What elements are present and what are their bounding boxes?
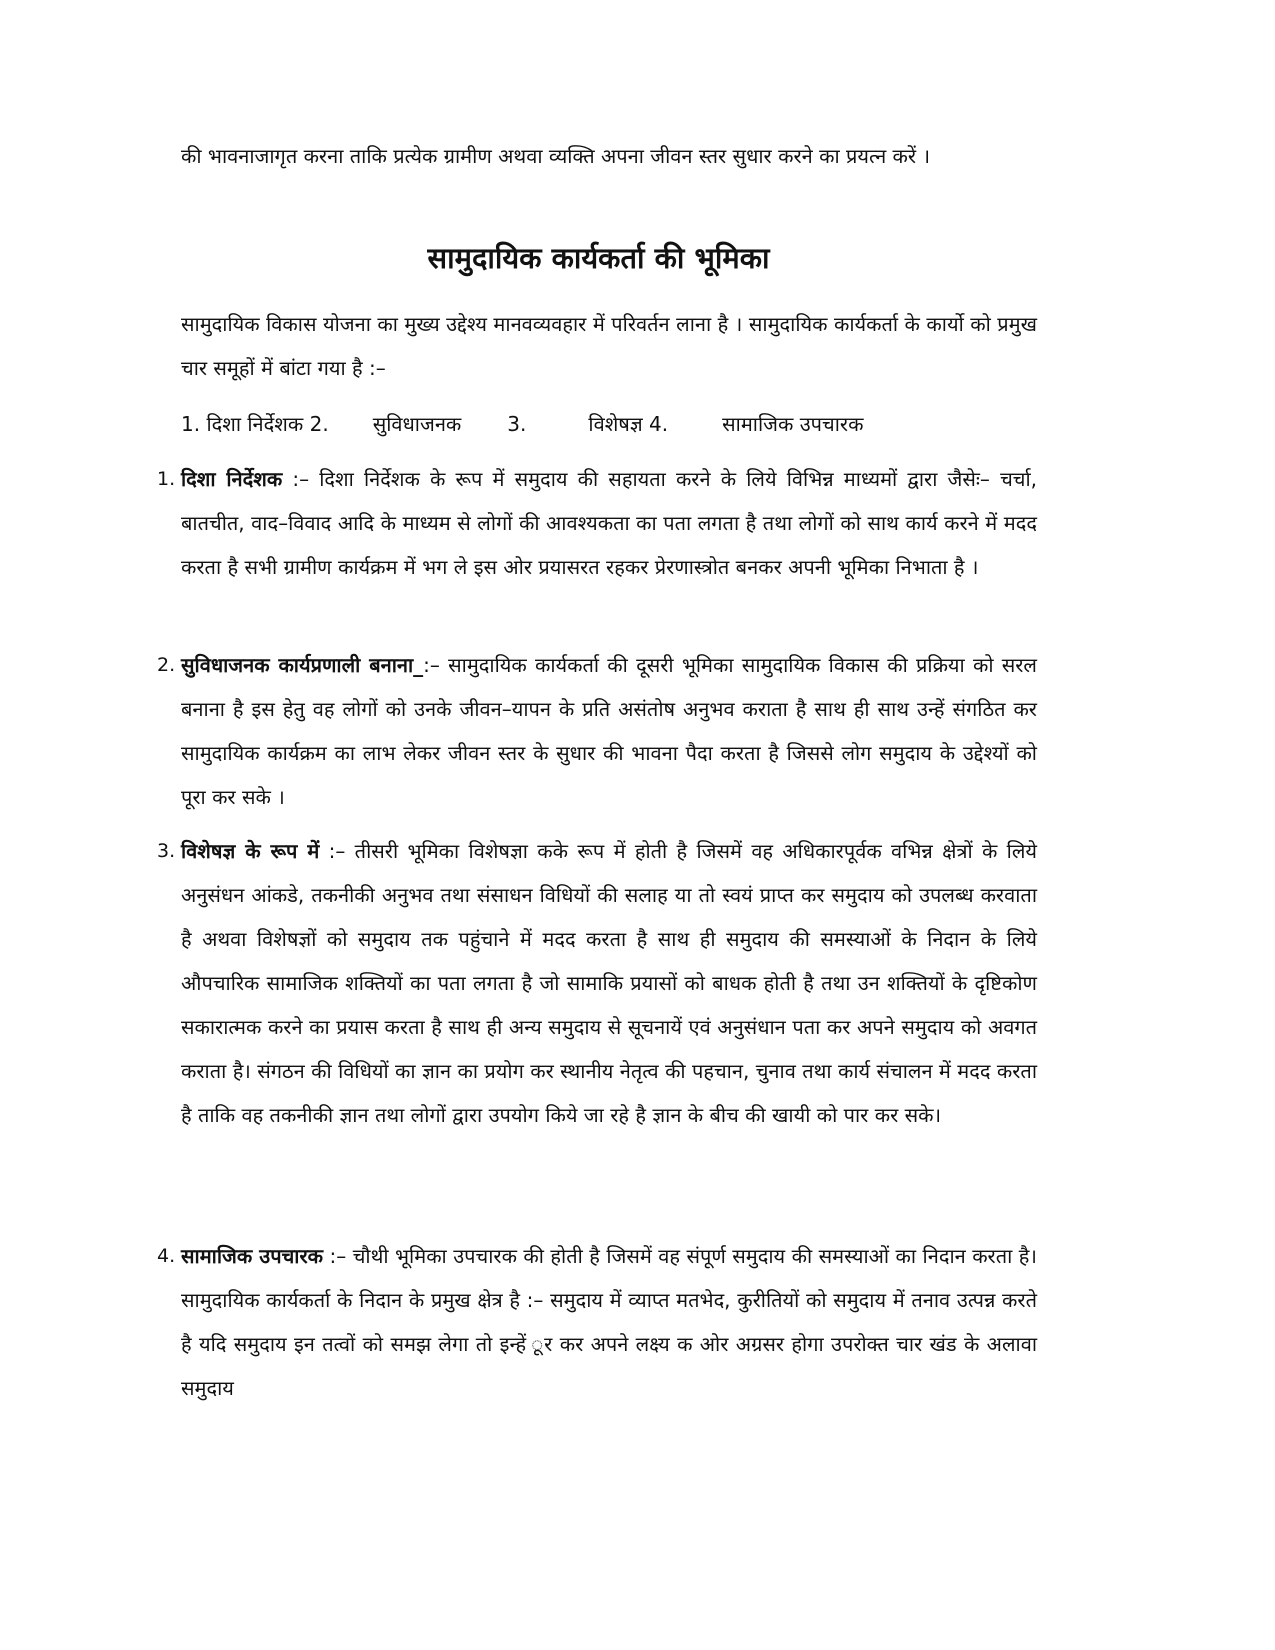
item-text: :– चौथी भूमिका उपचारक की होती है जिसमें वह संपूर्ण समुदाय की समस्याओं का निदान करता है। सामुदायिक कार्यकर्ता के निदान के प्रमुख क्षेत्र है :– समुदाय में व्याप्त मतभेद, कुरीतियों को समुदाय में तनाव उत्पन्न करते है यदि समुदाय इन तत्वों को समझ लेगा तो इन्हें ूर कर अपने लक्ष्य क ओर अग्रसर होगा उपरोक्त चार खंड के अलावा समुदाय: [181, 1244, 1037, 1400]
enum-part-3: 3.: [507, 412, 527, 436]
item-text: :– दिशा निर्देशक के रूप में समुदाय की सहायता करने के लिये विभिन्न माध्यमों द्वारा जैसेः– चर्चा, बातचीत, वाद–विवाद आदि के माध्यम से लोगों की आवश्यकता का पता लगता है तथा लोगों को साथ कार्य करने में मदद करता है सभी ग्रामीण कार्यक्रम में भग ले इस ओर प्रयासरत रहकर प्रेरणास्त्रोत बनकर अपनी भूमिका निभाता है ।: [181, 467, 1038, 579]
item-text: :– सामुदायिक कार्यकर्ता की दूसरी भूमिका सामुदायिक विकास की प्रक्रिया को सरल बनाना है इस हेतु वह लोगों को उनके जीवन–यापन के प्रति असंतोष अनुभव कराता है साथ ही साथ उन्हें संगठित कर सामुदायिक कार्यक्रम का लाभ लेकर जीवन स्तर के सुधार की भावना पैदा करता है जिससे लोग समुदाय के उद्देश्यों को पूरा कर सके ।: [181, 653, 1037, 809]
item-text: :– तीसरी भूमिका विशेषज्ञा कके रूप में होती है जिसमें वह अधिकारपूर्वक वभिन्न क्षेत्रों के लिये अनुसंधन आंकडे, तकनीकी अनुभव तथा संसाधन विधियों की सलाह या तो स्वयं प्राप्त कर समुदाय को उपलब्ध करवाता है अथवा विशेषज्ञों को समुदाय तक पहुंचाने में मदद करता है साथ ही समुदाय की समस्याओं के निदान के लिये औपचारिक सामाजिक शक्तियों का पता लगता है जो सामाकि प्रयासों को बाधक होती है तथा उन शक्तियों के दृष्टिकोण सकारात्मक करने का प्रयास करता है साथ ही अन्य समुदाय से सूचनायें एवं अनुसंधान पता कर अपने समुदाय को अवगत कराता है। संगठन की विधियों का ज्ञान का प्रयोग कर स्थानीय नेतृत्व की पहचान, चुनाव तथा कार्य संचालन में मदद करता है ताकि वह तकनीकी ज्ञान तथा लोगों द्वारा उपयोग किये जा रहे है ज्ञान के बीच की खायी को पार कर सके।: [181, 839, 1038, 1127]
section-heading: सामुदायिक कार्यकर्ता की भूमिका: [427, 241, 770, 275]
enum-part-4: विशेषज्ञ 4.: [588, 412, 669, 436]
item-term: सामाजिक उपचारक: [181, 1244, 324, 1268]
item-number: 2.: [157, 654, 176, 676]
item-term: सुविधाजनक कार्यप्रणाली बनाना_: [181, 653, 424, 677]
list-item: [157, 829, 1038, 1137]
item-number: 4.: [157, 1245, 176, 1267]
list-item: [157, 1234, 1037, 1410]
role-enumeration: [181, 402, 1037, 446]
intro-paragraph: की भावनाजागृत करना ताकि प्रत्येक ग्रामीण अथवा व्यक्ति अपना जीवन स्तर सुधार करने का प्रयत्न करें ।: [181, 144, 931, 168]
enum-part-2: सुविधाजनक: [372, 412, 462, 436]
item-number: 1.: [157, 468, 176, 490]
enum-part-1: 1. दिशा निर्देशक 2.: [181, 412, 329, 436]
item-term: दिशा निर्देशक: [181, 467, 283, 491]
list-item: [157, 457, 1038, 589]
enum-part-5: सामाजिक उपचारक: [722, 412, 864, 436]
item-term: विशेषज्ञ के रूप में: [181, 839, 320, 863]
list-item: [157, 643, 1037, 819]
item-number: 3.: [157, 840, 176, 862]
overview-paragraph: सामुदायिक विकास योजना का मुख्य उद्देश्य मानवव्यवहार में परिवर्तन लाना है । सामुदायिक कार्यकर्ता के कार्यो को प्रमुख चार समूहों में बांटा गया है :–: [181, 312, 1037, 380]
